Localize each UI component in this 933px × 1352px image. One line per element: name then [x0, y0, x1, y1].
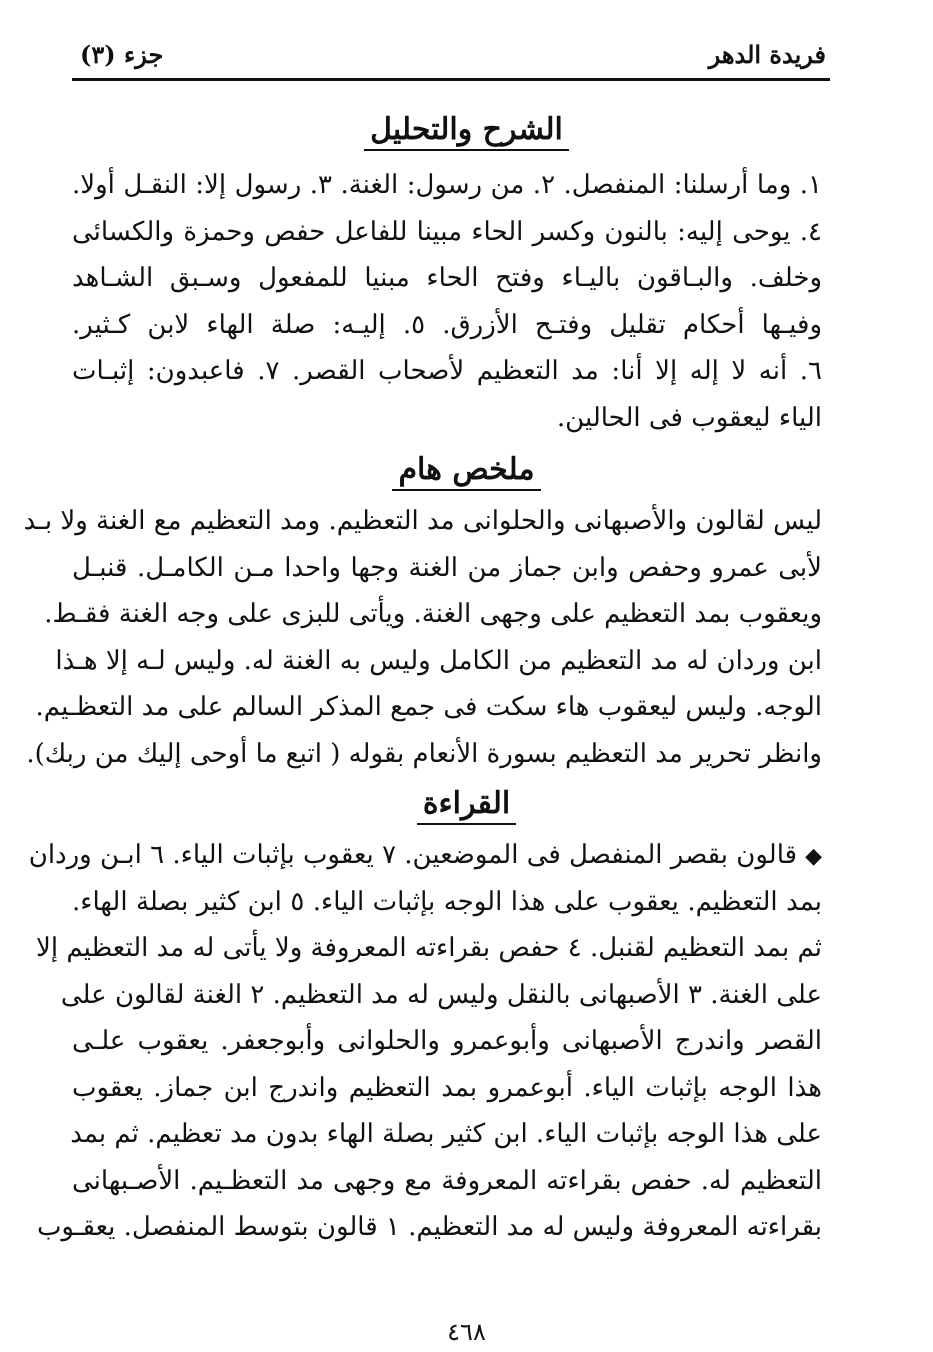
- reading-paragraph: [28, 832, 822, 1251]
- text-line: ابن وردان له مد التعظيم من الكامل وليس به الغنة له. وليس لـه إلا هـذا: [55, 645, 822, 676]
- page-header: [72, 30, 830, 81]
- section-title-reading: القراءة: [0, 786, 933, 821]
- text-line: ٦. أنه لا إله إلا أنا: مد التعظيم لأصحاب القصر. ٧. فاعبدون: إثبـات: [72, 356, 823, 386]
- part-label: جزء (٣): [80, 40, 164, 69]
- text-line: ثم بمد التعظيم لقنبل. ٤ حفص بقراءته المعروفة ولا يأتى له مد التعظيم إلا: [36, 933, 822, 963]
- reading-first-line-text: قالون بقصر المنفصل فى الموضعين. ٧ يعقوب بإثبات الياء. ٦ ابـن وردان: [28, 840, 798, 870]
- text-line: الوجه. وليس ليعقوب هاء سكت فى جمع المذكر السالم على مد التعظـيم.: [35, 692, 822, 722]
- text-line: هذا الوجه بإثبات الياء. أبوعمرو بمد التعظيم واندرج ابن جماز. يعقوب: [72, 1072, 822, 1103]
- text-line: على هذا الوجه بإثبات الياء. ابن كثير بصلة الهاء بدون مد تعظيم. ثم بمد: [70, 1119, 822, 1149]
- text-line: ٤. يوحى إليه: بالنون وكسر الحاء مبينا للفاعل حفص وحمزة والكسائى: [72, 216, 822, 247]
- text-line: وفيـها أحكام تقليل وفتـح الأزرق. ٥. إليـه: صلة الهاء لابن كـثير.: [72, 309, 823, 340]
- page-number: ٤٦٨: [447, 1318, 486, 1346]
- section-title-summary: ملخص هام: [0, 452, 933, 487]
- text-line: التعظيم له. حفص بقراءته المعروفة مع وجهى مد التعظـيم. الأصـبهانى: [72, 1165, 822, 1196]
- text-line: وخلف. والبـاقون باليـاء وفتح الحاء مبنيا للمفعول وسـبق الشـاهد: [72, 263, 822, 293]
- book-title: فريدة الدهر: [708, 40, 826, 69]
- text-line: ويعقوب بمد التعظيم على وجهى الغنة. ويأتى للبزى على وجه الغنة فقـط.: [44, 599, 822, 629]
- text-line: ١. وما أرسلنا: المنفصل. ٢. من رسول: الغنة. ٣. رسول إلا: النقـل أولا.: [72, 170, 823, 200]
- text-line: الياء ليعقوب فى الحالين.: [556, 402, 822, 433]
- text-line: القصر واندرج الأصبهانى وأبوعمرو والحلوانى وأبوجعفر. يعقوب علـى: [72, 1026, 822, 1056]
- text-line: وانظر تحرير مد التعظيم بسورة الأنعام بقوله ( اتبع ما أوحى إليك من ربك).: [26, 738, 822, 769]
- summary-paragraph: [23, 498, 822, 777]
- text-line: بقراءته المعروفة وليس له مد التعظيم. ١ قالون بتوسط المنفصل. يعقـوب: [36, 1212, 822, 1242]
- bullet-icon: ◆: [805, 844, 822, 869]
- section-title-explanation: الشرح والتحليل: [0, 112, 933, 147]
- text-line: على الغنة. ٣ الأصبهانى بالنقل وليس له مد التعظيم. ٢ الغنة لقالون على: [60, 979, 822, 1010]
- text-line: [28, 832, 822, 879]
- explanation-paragraph: [72, 162, 822, 441]
- text-line: لأبى عمرو وحفص وابن جماز من الغنة وجها واحدا مـن الكامـل. قنبـل: [72, 552, 822, 583]
- text-line: بمد التعظيم. يعقوب على هذا الوجه بإثبات الياء. ٥ ابن كثير بصلة الهاء.: [72, 886, 822, 917]
- text-line: ليس لقالون والأصبهانى والحلوانى مد التعظيم. ومد التعظيم مع الغنة ولا بـد: [23, 506, 822, 536]
